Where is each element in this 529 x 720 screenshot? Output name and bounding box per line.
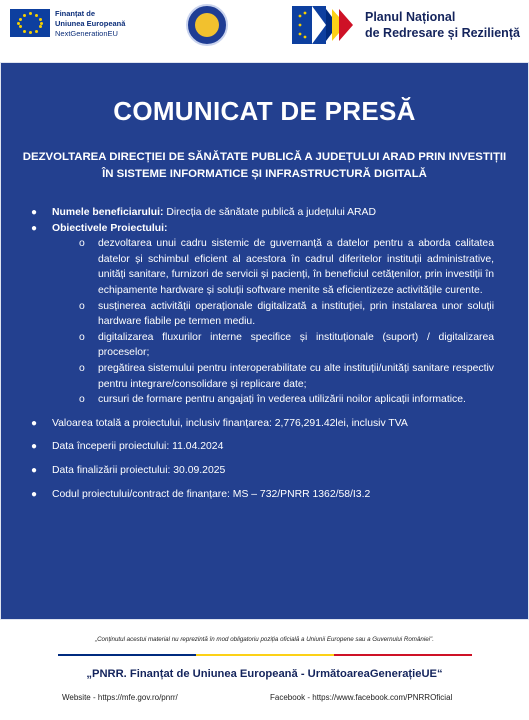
end-date-item — [24, 463, 494, 479]
eu-flag-icon — [10, 9, 50, 37]
header — [0, 0, 529, 62]
total-value-text: Valoarea totală a proiectului, inclusiv finanțarea: 2,776,291.42lei, inclusiv TVA — [52, 417, 408, 429]
objective-text: pregătirea sistemului pentru interoperabilitate cu alte instituții/unități sanitare respectiv pentru integrare/consolidare și replicare date; — [98, 362, 494, 390]
pnrr-slogan: „PNRR. Finanțat de Uniunea Europeană - UrmătoareaGenerațieUE“ — [86, 668, 443, 680]
pnrr-title-line2: de Redresare și Reziliență — [365, 26, 520, 40]
total-value-item — [24, 416, 494, 432]
circle-bullet-icon: o — [79, 300, 85, 312]
pnrr-title — [365, 9, 520, 41]
beneficiary-value: Direcția de sănătate publică a județului ARAD — [163, 207, 376, 218]
objectives-label: Obiectivele Proiectului: — [52, 222, 168, 234]
bullet-icon: ● — [31, 464, 38, 476]
objective-item — [24, 392, 494, 408]
project-subtitle: DEZVOLTAREA DIRECȚIEI DE SĂNĂTATE PUBLICĂ A JUDEȚULUI ARAD PRIN INVESTIȚII ÎN SISTEME INFORMATICE ȘI INFRASTRUCTURĂ DIGITALĂ — [22, 151, 507, 180]
objective-item — [24, 330, 494, 361]
bullet-icon: ● — [31, 207, 38, 218]
end-date-text: Data finalizării proiectului: 30.09.2025 — [52, 464, 226, 476]
bullet-icon: ● — [31, 441, 38, 453]
disclaimer-text: „Conținutul acestui material nu reprezintă în mod obligatoriu poziția oficială a Uniunii Europene sau a Guvernului României". — [95, 636, 434, 643]
circle-bullet-icon: o — [79, 331, 85, 343]
beneficiary-item — [24, 205, 494, 221]
facebook-link[interactable]: Facebook - https://www.facebook.com/PNRROficial — [270, 693, 453, 702]
eu-text-line2: Uniunea Europeană — [55, 19, 126, 28]
eu-text-line3: NextGenerationEU — [55, 29, 118, 38]
start-date-item — [24, 439, 494, 455]
objective-text: dezvoltarea unui cadru sistemic de guvernanță a datelor pentru a aborda calitatea datelor și schimbul eficient al acestora în cadrul diferitelor instituții administrative, unități sanitare, furnizori de servicii și pacienți, în beneficiul cetățenilor, prin investiții în echipamente hardware și soluții software menite să eficientizeze activitățile curente. — [98, 238, 494, 296]
eu-text-line1: Finanțat de — [55, 9, 96, 18]
objective-text: digitalizarea fluxurilor interne specifice și instituționale (suport) / digitalizarea proceselor; — [98, 331, 494, 359]
start-date-text: Data începerii proiectului: 11.04.2024 — [52, 441, 224, 453]
circle-bullet-icon: o — [79, 362, 85, 374]
bullet-icon: ● — [31, 222, 38, 234]
objectives-item — [24, 221, 494, 237]
eu-funding-logo — [10, 9, 125, 39]
objective-text: susținerea activității operaționale digitalizată a instituției, prin instalarea unor soluții hardware fiabile pe termen mediu. — [98, 300, 494, 328]
objective-item — [24, 299, 494, 330]
page-title: COMUNICAT DE PRESĂ — [113, 96, 416, 126]
press-release-content — [24, 205, 494, 502]
tricolor-divider — [58, 654, 472, 656]
website-link[interactable]: Website - https://mfe.gov.ro/pnrr/ — [62, 693, 178, 702]
beneficiary-label: Numele beneficiarului: — [52, 207, 164, 218]
romanian-government-emblem-icon — [186, 4, 228, 46]
bullet-icon: ● — [31, 488, 38, 500]
objective-item — [24, 236, 494, 298]
circle-bullet-icon: o — [79, 238, 85, 250]
pnrr-logo-icon — [292, 6, 354, 44]
project-code-text: Codul proiectului/contract de finanțare: MS – 732/PNRR 1362/58/I3.2 — [52, 488, 371, 500]
objective-text: cursuri de formare pentru angajați în vederea utilizării noilor aplicații informatice. — [98, 394, 466, 406]
project-code-item — [24, 487, 494, 503]
objective-item — [24, 361, 494, 392]
pnrr-title-line1: Planul Național — [365, 10, 456, 24]
bullet-icon: ● — [31, 417, 38, 429]
circle-bullet-icon: o — [79, 394, 85, 406]
